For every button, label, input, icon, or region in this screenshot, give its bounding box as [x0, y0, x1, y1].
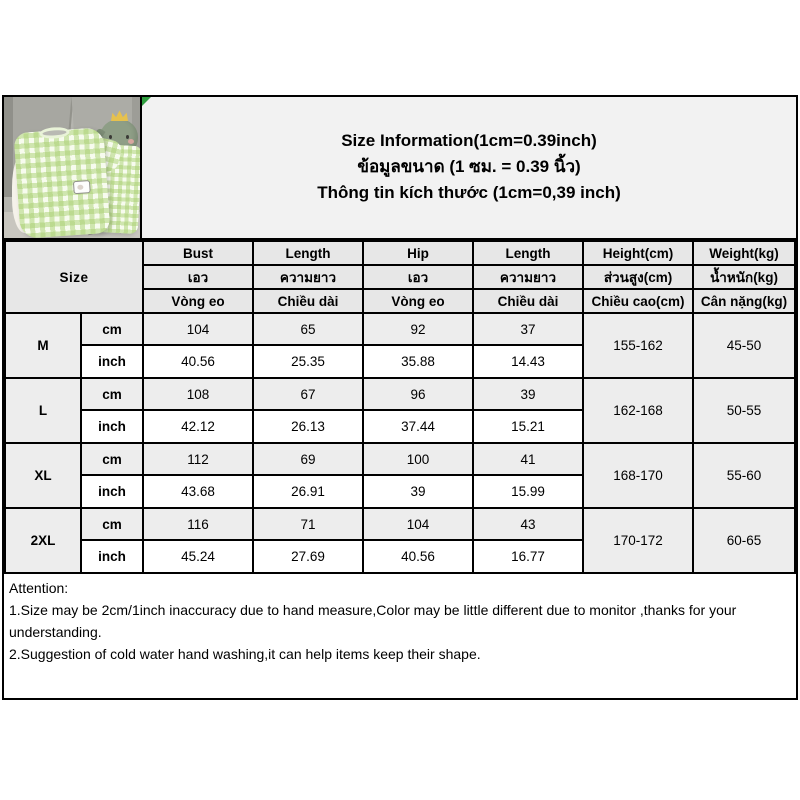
2xl-inch-length1: 27.69: [253, 540, 363, 573]
l-cm-bust: 108: [143, 378, 253, 410]
l-inch-length1: 26.13: [253, 410, 363, 443]
2xl-cm-bust: 116: [143, 508, 253, 540]
size-table: [4, 240, 796, 574]
unit-cm-label: cm: [81, 443, 143, 475]
l-cm-hip: 96: [363, 378, 473, 410]
xl-inch-hip: 39: [363, 475, 473, 508]
col-header-length2-vi: Chiều dài: [473, 289, 583, 313]
attention-line-2: 2.Suggestion of cold water hand washing,it can help items keep their shape.: [9, 646, 481, 662]
title-block: [142, 97, 796, 238]
size-label-xl: XL: [5, 443, 81, 508]
l-height-range: 162-168: [583, 378, 693, 443]
unit-inch-label: inch: [81, 540, 143, 573]
m-cm-length2: 37: [473, 313, 583, 345]
unit-cm-label: cm: [81, 378, 143, 410]
l-weight-range: 50-55: [693, 378, 795, 443]
2xl-inch-hip: 40.56: [363, 540, 473, 573]
xl-weight-range: 55-60: [693, 443, 795, 508]
product-photo: [4, 97, 142, 238]
m-weight-range: 45-50: [693, 313, 795, 378]
m-height-range: 155-162: [583, 313, 693, 378]
page-title-vi: Thông tin kích thước (1cm=0,39 inch): [317, 183, 621, 202]
unit-cm-label: cm: [81, 313, 143, 345]
col-header-height-en: Height(cm): [583, 241, 693, 265]
col-header-length1-vi: Chiều dài: [253, 289, 363, 313]
page-title-th: ข้อมูลขนาด (1 ซม. = 0.39 นิ้ว): [357, 157, 581, 176]
col-header-hip-th: เอว: [363, 265, 473, 289]
size-label-l: L: [5, 378, 81, 443]
xl-cm-hip: 100: [363, 443, 473, 475]
col-header-bust-th: เอว: [143, 265, 253, 289]
xl-inch-length2: 15.99: [473, 475, 583, 508]
dino-cheek-graphic: [128, 139, 134, 144]
col-header-hip-en: Hip: [363, 241, 473, 265]
page-title-en: Size Information(1cm=0.39inch): [341, 131, 597, 150]
col-header-bust-vi: Vòng eo: [143, 289, 253, 313]
col-header-height-vi: Chiều cao(cm): [583, 289, 693, 313]
l-inch-hip: 37.44: [363, 410, 473, 443]
l-inch-bust: 42.12: [143, 410, 253, 443]
unit-inch-label: inch: [81, 345, 143, 378]
xl-inch-length1: 26.91: [253, 475, 363, 508]
unit-inch-label: inch: [81, 475, 143, 508]
attention-line-1: 1.Size may be 2cm/1inch inaccuracy due to hand measure,Color may be little different due to monitor ,thanks for your understanding.: [9, 602, 737, 640]
xl-height-range: 168-170: [583, 443, 693, 508]
col-header-weight-vi: Cân nặng(kg): [693, 289, 795, 313]
xl-cm-bust: 112: [143, 443, 253, 475]
tshirt-graphic: [13, 127, 110, 238]
attention-heading: Attention:: [9, 580, 69, 596]
m-cm-bust: 104: [143, 313, 253, 345]
m-cm-hip: 92: [363, 313, 473, 345]
2xl-height-range: 170-172: [583, 508, 693, 573]
col-header-weight-th: น้ำหนัก(kg): [693, 265, 795, 289]
size-chart-sheet: [2, 95, 798, 700]
l-cm-length1: 67: [253, 378, 363, 410]
attention-notes: [4, 574, 796, 665]
unit-inch-label: inch: [81, 410, 143, 443]
2xl-weight-range: 60-65: [693, 508, 795, 573]
l-inch-length2: 15.21: [473, 410, 583, 443]
col-header-length2-en: Length: [473, 241, 583, 265]
col-header-bust-en: Bust: [143, 241, 253, 265]
m-inch-length1: 25.35: [253, 345, 363, 378]
2xl-inch-bust: 45.24: [143, 540, 253, 573]
col-header-weight-en: Weight(kg): [693, 241, 795, 265]
col-header-length1-en: Length: [253, 241, 363, 265]
kitty-patch-graphic: [73, 180, 91, 194]
l-cm-length2: 39: [473, 378, 583, 410]
m-inch-hip: 35.88: [363, 345, 473, 378]
col-header-hip-vi: Vòng eo: [363, 289, 473, 313]
2xl-cm-hip: 104: [363, 508, 473, 540]
xl-inch-bust: 43.68: [143, 475, 253, 508]
header-band: [4, 97, 796, 240]
xl-cm-length1: 69: [253, 443, 363, 475]
col-header-height-th: ส่วนสูง(cm): [583, 265, 693, 289]
2xl-cm-length1: 71: [253, 508, 363, 540]
col-header-length2-th: ความยาว: [473, 265, 583, 289]
size-label-2xl: 2XL: [5, 508, 81, 573]
green-corner-marker: [142, 97, 151, 106]
m-inch-bust: 40.56: [143, 345, 253, 378]
2xl-cm-length2: 43: [473, 508, 583, 540]
unit-cm-label: cm: [81, 508, 143, 540]
2xl-inch-length2: 16.77: [473, 540, 583, 573]
m-cm-length1: 65: [253, 313, 363, 345]
tshirt-neckline-graphic: [39, 126, 70, 139]
size-header-cell: Size: [5, 241, 143, 313]
m-inch-length2: 14.43: [473, 345, 583, 378]
size-label-m: M: [5, 313, 81, 378]
dino-eye-graphic: [109, 135, 112, 139]
col-header-length1-th: ความยาว: [253, 265, 363, 289]
xl-cm-length2: 41: [473, 443, 583, 475]
